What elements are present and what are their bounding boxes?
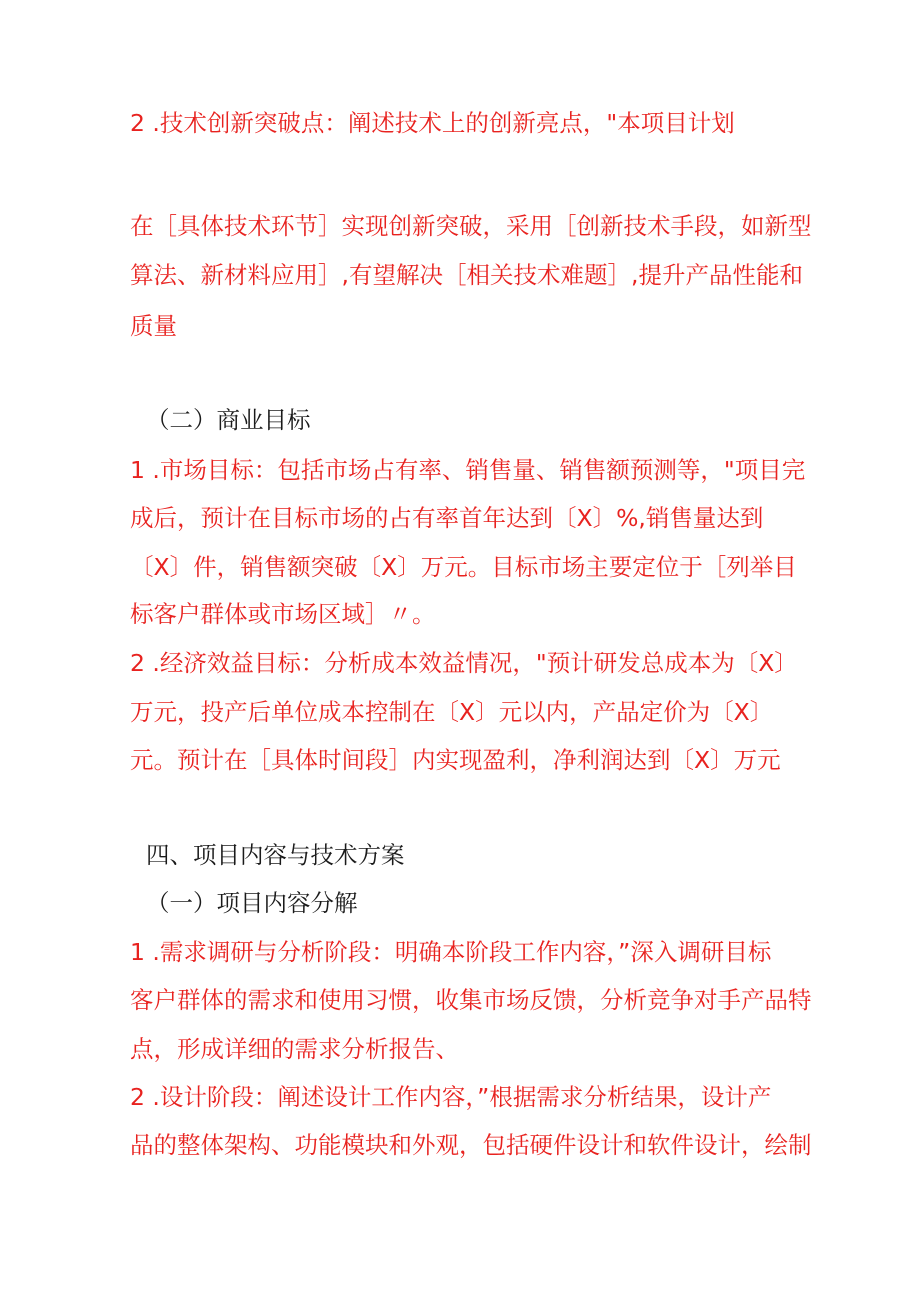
text-line: 〔X〕件，销售额突破〔X〕万元。目标市场主要定位于［列举目	[130, 553, 797, 581]
text-line: 在［具体技术环节］实现创新突破，采用［创新技术手段，如新型	[130, 212, 812, 240]
text-line: 点，形成详细的需求分析报告、	[130, 1035, 459, 1063]
text-line: 万元，投产后单位成本控制在〔X〕元以内，产品定价为〔X〕	[130, 698, 774, 726]
text-line: 元。预计在［具体时间段］内实现盈利，净利润达到〔X〕万元	[130, 746, 781, 774]
text-line: 质量	[130, 312, 177, 340]
text-line: 1 .需求调研与分析阶段：明确本阶段工作内容，”深入调研目标	[130, 938, 772, 966]
text-line: 2 .技术创新突破点：阐述技术上的创新亮点，"本项目计划	[130, 109, 735, 137]
text-line: 1 .市场目标：包括市场占有率、销售量、销售额预测等，"项目完	[130, 456, 806, 484]
subsection-heading: （一）项目内容分解	[146, 889, 358, 917]
text-line: 2 .设计阶段：阐述设计工作内容，”根据需求分析结果，设计产	[130, 1083, 772, 1111]
section-heading: 四、项目内容与技术方案	[146, 841, 405, 869]
section-heading: （二）商业目标	[146, 406, 311, 434]
text-line: 标客户群体或市场区域］〃。	[130, 600, 436, 628]
text-line: 成后，预计在目标市场的占有率首年达到〔X〕%,销售量达到	[130, 504, 764, 532]
text-line: 品的整体架构、功能模块和外观，包括硬件设计和软件设计，绘制	[130, 1131, 812, 1159]
text-line: 算法、新材料应用］,有望解决［相关技术难题］,提升产品性能和	[130, 261, 803, 289]
text-line: 2 .经济效益目标：分析成本效益情况，"预计研发总成本为〔X〕	[130, 649, 798, 677]
text-line: 客户群体的需求和使用习惯，收集市场反馈，分析竞争对手产品特	[130, 986, 812, 1014]
